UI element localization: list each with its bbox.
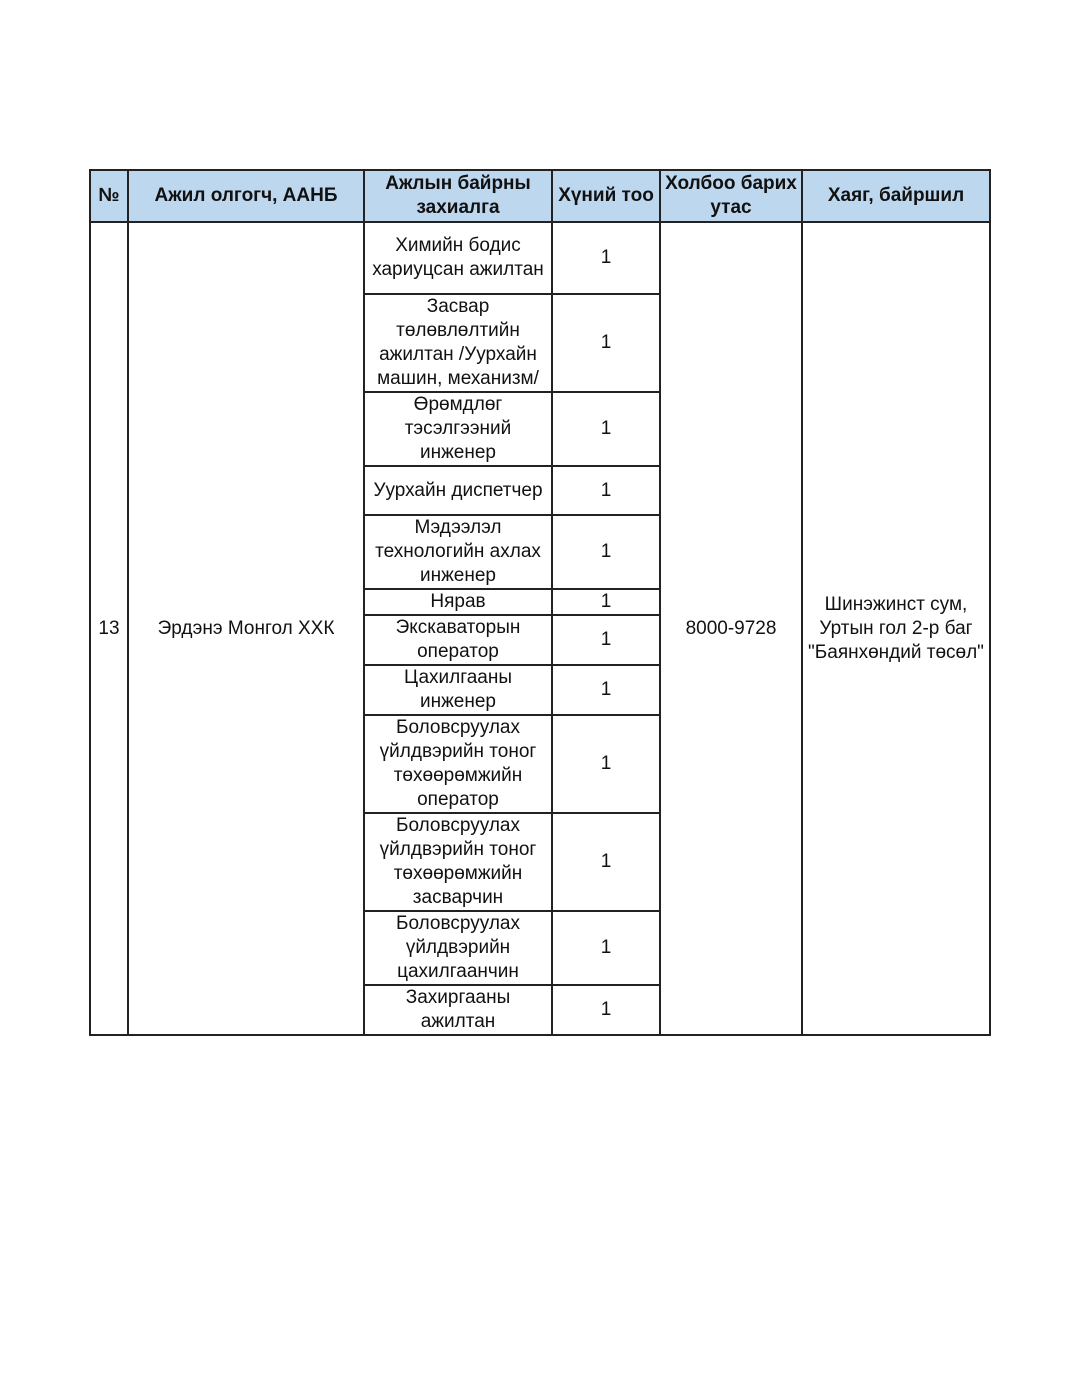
position-count: 1 <box>552 515 660 589</box>
position-count: 1 <box>552 665 660 715</box>
table-row <box>90 222 990 294</box>
header-address: Хаяг, байршил <box>802 170 990 222</box>
position-count: 1 <box>552 813 660 911</box>
position-count: 1 <box>552 589 660 615</box>
position-count: 1 <box>552 222 660 294</box>
position-count: 1 <box>552 294 660 392</box>
row-number: 13 <box>90 222 128 1035</box>
position-title: Боловсруулах үйлдвэрийн цахилгаанчин <box>364 911 552 985</box>
position-title: Боловсруулах үйлдвэрийн тоног төхөөрөмжийн засварчин <box>364 813 552 911</box>
position-count: 1 <box>552 715 660 813</box>
header-no: № <box>90 170 128 222</box>
header-headcount: Хүний тоо <box>552 170 660 222</box>
header-employer: Ажил олгогч, ААНБ <box>128 170 364 222</box>
header-job-order: Ажлын байрны захиалга <box>364 170 552 222</box>
position-title: Цахилгааны инженер <box>364 665 552 715</box>
position-title: Экскаваторын оператор <box>364 615 552 665</box>
position-title: Боловсруулах үйлдвэрийн тоног төхөөрөмжийн оператор <box>364 715 552 813</box>
position-title: Засвар төлөвлөлтийн ажилтан /Уурхайн машин, механизм/ <box>364 294 552 392</box>
position-count: 1 <box>552 985 660 1035</box>
employer-name: Эрдэнэ Монгол ХХК <box>128 222 364 1035</box>
position-title: Захиргааны ажилтан <box>364 985 552 1035</box>
address-location: Шинэжинст сум, Уртын гол 2-р баг "Баянхөндий төсөл" <box>802 222 990 1035</box>
position-title: Нярав <box>364 589 552 615</box>
position-count: 1 <box>552 392 660 466</box>
position-title: Химийн бодис хариуцсан ажилтан <box>364 222 552 294</box>
contact-phone: 8000-9728 <box>660 222 802 1035</box>
position-count: 1 <box>552 615 660 665</box>
header-row <box>90 170 990 222</box>
header-phone: Холбоо барих утас <box>660 170 802 222</box>
position-title: Өрөмдлөг тэсэлгээний инженер <box>364 392 552 466</box>
position-title: Уурхайн диспетчер <box>364 466 552 515</box>
position-count: 1 <box>552 466 660 515</box>
position-title: Мэдээлэл технологийн ахлах инженер <box>364 515 552 589</box>
job-table <box>89 169 991 1036</box>
position-count: 1 <box>552 911 660 985</box>
